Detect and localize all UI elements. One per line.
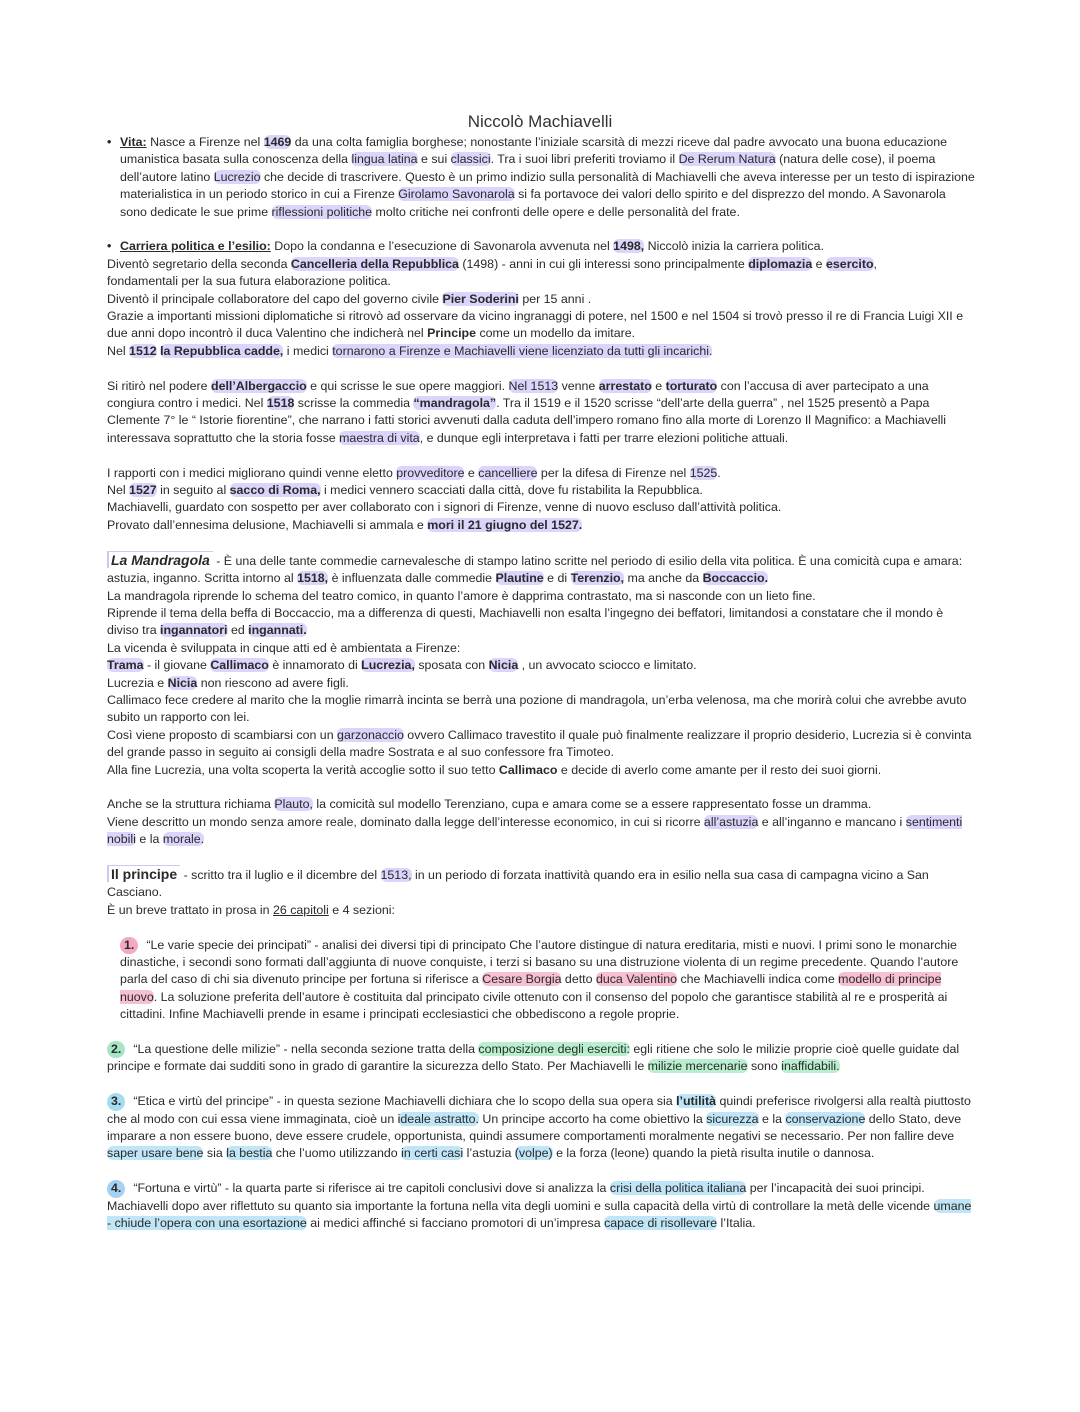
text-span: morale. xyxy=(162,832,205,847)
page-title: Niccolò Machiavelli xyxy=(467,112,613,131)
text-span: umane - chiude l’opera con una esortazione xyxy=(107,1198,972,1231)
text-span: 1518 xyxy=(266,396,295,411)
text-span: i medici vennero scacciati dalla città, dove fu ristabilita la Repubblica. xyxy=(320,483,703,498)
text-span: fondamentali per la sua futura elaborazione politica. xyxy=(107,274,391,289)
text-span: dello Stato, deve imparare a non essere buono, deve essere crudele, opportunista, quindi assumere comportamenti moralmente negativi se necessario. Per non fallire deve xyxy=(107,1111,962,1144)
text-span: classici xyxy=(450,152,491,167)
text-span: Callimaco fece credere al marito che la moglie rimarrà incinta se berrà una pozione di mandragola, un’erba velenosa, ma che morirà colui che avrebbe avuto subito un rapporto con lei. xyxy=(107,692,967,725)
text-span: lingua latina xyxy=(351,152,418,167)
text-span: Trama xyxy=(107,658,144,673)
paragraph-gap xyxy=(107,221,975,238)
text-span: è influenzata dalle commedie xyxy=(328,571,496,586)
text-span: Machiavelli, guardato con sospetto per aver collaborato con i signori di Firenze, venne di nuovo escluso dall’attività politica. xyxy=(107,500,782,515)
text-span: e xyxy=(812,256,827,271)
section-heading: Il principe xyxy=(107,865,180,882)
text-span: - scritto tra il luglio e il dicembre del xyxy=(180,867,381,882)
paragraph xyxy=(107,273,975,290)
text-span: e xyxy=(464,465,479,480)
text-span: Dopo la condanna e l’esecuzione di Savonarola avvenuta nel xyxy=(270,239,614,254)
text-span: e qui scrisse le sue opere maggiori. xyxy=(306,378,509,393)
text-span: l’astuzia xyxy=(463,1146,515,1161)
text-span: ingannatori xyxy=(160,623,228,638)
text-span: cancelliere xyxy=(478,465,538,480)
text-span: crisi della politica italiana xyxy=(609,1181,747,1196)
text-span: molto critiche nei confronti delle opere e delle personalità del frate. xyxy=(372,204,740,219)
text-span: Cesare Borgia xyxy=(482,972,562,987)
text-span: Niccolò inizia la carriera politica. xyxy=(644,239,824,254)
text-span: È un breve trattato in prosa in xyxy=(107,902,273,917)
text-span: (volpe) xyxy=(514,1146,553,1161)
text-span: capace di risollevare xyxy=(604,1216,718,1231)
text-span: . Tra il 1519 e il 1520 scrisse “dell’arte della guerra” , nel 1525 presentò a Papa Clemente 7° le “ Istorie fiorentine”, che narrano i fatti storici avvenuti dalla caduta dell’impero romano fino alla morte di xyxy=(107,396,930,428)
text-span: ai medici affinché si facciano promotori di un’impresa xyxy=(306,1216,605,1231)
paragraph xyxy=(107,796,975,813)
paragraph xyxy=(107,902,975,919)
text-span: Callimaco xyxy=(210,658,269,673)
text-span: ma anche da xyxy=(624,571,703,586)
text-span: ovvero Callimaco travestito il quale può finalmente realizzare il proprio desiderio, Lucrezia si è convinta del grande passo in seguito ai consigli della madre Sostrata e al suo confessore fra Timoteo. xyxy=(107,727,972,760)
paragraph-gap xyxy=(107,779,975,796)
text-span: Girolamo Savonarola xyxy=(398,187,515,202)
text-span: è innamorato di xyxy=(268,658,362,673)
paragraph xyxy=(107,762,975,779)
text-span: milizie mercenarie xyxy=(647,1059,748,1074)
paragraph xyxy=(107,1180,975,1232)
section-heading: La Mandragola xyxy=(107,551,213,568)
text-span: . xyxy=(717,465,721,480)
paragraph xyxy=(107,727,975,762)
paragraph-gap xyxy=(107,919,975,936)
text-span: modello di principe nuovo xyxy=(120,972,942,1004)
text-span: Nel xyxy=(107,343,130,358)
text-span: mori il 21 giugno del 1527. xyxy=(427,517,583,532)
text-span: - il giovane xyxy=(143,658,211,673)
text-span: 1512 xyxy=(129,343,157,358)
text-span: conservazione xyxy=(785,1111,866,1126)
text-span: 1518, xyxy=(297,571,329,586)
text-span: Grazie a importanti missioni diplomatiche si ritrovò ad osservare da vicino ingranaggi di potere, nel 1500 e nel 1504 si trovò presso il re di Francia Luigi XII e due anni dopo incontrò il duca Valentino che indicherà nel xyxy=(107,309,964,341)
text-span: Terenzio, xyxy=(570,571,625,586)
text-span: Diventò segretario della seconda xyxy=(107,256,291,271)
text-span: Cancelleria della Repubblica xyxy=(290,256,459,271)
text-span: 1513, xyxy=(380,867,412,882)
text-span: Boccaccio. xyxy=(702,571,769,586)
text-span: 26 capitoli xyxy=(273,902,329,917)
text-span: 1527 xyxy=(129,483,157,498)
paragraph xyxy=(107,605,975,640)
text-span: sia xyxy=(203,1146,227,1161)
text-span: per l’incapacità dei suoi principi. Machiavelli dopo aver riflettuto su quanto sia importante la fortuna nella vita degli uomini e sulla capacità della virtù di controllare la metà delle vicende xyxy=(107,1181,934,1213)
text-span: Vita: xyxy=(120,135,147,149)
text-span: Lucrezio xyxy=(213,169,261,184)
paragraph-gap xyxy=(107,447,975,464)
text-span: Pier Soderini xyxy=(442,291,519,306)
text-span: ed xyxy=(227,623,249,638)
text-span: La vicenda è sviluppata in cinque atti ed è ambientata a Firenze: xyxy=(107,640,461,655)
document-body xyxy=(107,134,975,1232)
text-span: saper usare bene xyxy=(107,1146,204,1161)
text-span: e xyxy=(651,378,666,393)
paragraph xyxy=(107,866,975,902)
text-span: esercito xyxy=(826,256,874,271)
paragraph xyxy=(107,291,975,308)
text-span: Plautine xyxy=(495,571,544,586)
text-span: per 15 anni . xyxy=(518,291,592,306)
text-span: “mandragola” xyxy=(413,396,497,411)
text-span: “Le varie specie dei principati” - analisi dei diversi tipi di principato Che l’autore distingue di natura ereditaria, misti e nuovi. I primi sono le monarchie dinastiche, i secondi sono formati dall’aggiunta di nuove conquiste, i terzi si basano su una distruzione violenta di un regime precedente. Quando l’autore parla del caso di chi sia divenuto principe per fortuna si riferisce a xyxy=(120,937,959,987)
text-span: 1498, xyxy=(613,239,645,254)
text-span: egli ritiene che solo le milizie proprie cioè quelle guidate dal principe e formate dai sudditi sono in grado di garantire la sicurezza dello Stato. Per Machiavelli le xyxy=(107,1042,960,1074)
text-span: e sui xyxy=(417,152,451,167)
text-span: tornarono a Firenze e Machiavelli viene licenziato da tutti gli incarichi. xyxy=(332,343,713,358)
paragraph xyxy=(107,482,975,499)
text-span: che l’uomo utilizzando xyxy=(272,1146,402,1161)
text-span: in un periodo di forzata inattività quando era in esilio nella sua casa di campagna vicino a San Casciano. xyxy=(107,867,929,900)
text-span: duca Valentino xyxy=(595,972,677,987)
text-span: la bestia xyxy=(226,1146,273,1161)
paragraph xyxy=(107,517,975,534)
text-span: Lucrezia e xyxy=(107,675,168,690)
text-span: (natura delle cose), il poema dell’autore latino xyxy=(120,152,936,184)
text-span: (1498) - anni in cui gli interessi sono principalmente xyxy=(458,256,749,271)
paragraph-gap xyxy=(107,534,975,551)
text-span: si fa portavoce dei valori dello spirito e del disprezzo del mondo. A Savonarola sono dedicate le sue prime xyxy=(120,187,946,219)
text-span: quindi preferisce rivolgersi alla realtà piuttosto che al modo con cui essa viene immaginata, cioè un xyxy=(107,1094,971,1126)
text-span: Callimaco xyxy=(498,762,558,777)
text-span: Anche se la struttura richiama xyxy=(107,797,275,812)
text-span: De Rerum Natura xyxy=(678,152,776,167)
paragraph xyxy=(107,552,975,588)
text-span: per la difesa di Firenze nel xyxy=(537,465,690,480)
paragraph xyxy=(107,134,975,221)
text-span: : a Machiavelli interessava soprattutto che la storia fosse xyxy=(107,413,946,445)
list-number: 4. xyxy=(107,1180,125,1197)
text-span: e decide di averlo come amante per il resto dei suoi giorni. xyxy=(557,762,882,777)
text-span: la comicità sul modello Terenziano, cupa e amara come se a essere rappresentato fosse un dramma. xyxy=(312,797,872,812)
text-span: detto xyxy=(561,972,596,987)
text-span: l’utilità xyxy=(676,1094,717,1109)
text-span: e all’inganno e mancano i xyxy=(758,814,906,829)
text-span: arrestato xyxy=(598,378,652,393)
text-span: che Machiavelli indica come xyxy=(677,972,839,987)
text-span: Alla fine Lucrezia, una volta scoperta la verità accoglie sotto il suo tetto xyxy=(107,762,499,777)
paragraph-gap xyxy=(107,1163,975,1180)
text-span: , un avvocato sciocco e limitato. xyxy=(518,658,697,673)
text-span: ideale astratto. xyxy=(397,1111,479,1126)
text-span: Viene descritto un mondo senza amore reale, dominato dalla legge dell’interesse economico, in cui si ricorre xyxy=(107,814,704,829)
text-span: da una colta famiglia borghese; nonostante l’iniziale scarsità di mezzi riceve dal padre avvocato una buona educazione umanistica basata sulla conoscenza della xyxy=(120,135,948,167)
text-span: l’Italia. xyxy=(717,1216,756,1231)
text-span: non riescono ad avere figli. xyxy=(197,675,349,690)
text-span: i medici xyxy=(283,343,333,358)
paragraph xyxy=(107,256,975,273)
paragraph xyxy=(107,588,975,605)
text-span: Nicia xyxy=(488,658,519,673)
text-span: in seguito al xyxy=(156,483,230,498)
text-span: e di xyxy=(543,571,571,586)
text-span: e la xyxy=(135,832,163,847)
list-number: 2. xyxy=(107,1041,125,1058)
text-span: inaffidabili. xyxy=(781,1059,840,1074)
paragraph xyxy=(107,343,975,360)
paragraph xyxy=(107,1041,975,1076)
text-span: e la xyxy=(758,1111,786,1126)
text-span: come un modello da imitare. xyxy=(476,326,636,341)
text-span: composizione degli eserciti: xyxy=(478,1042,630,1056)
text-span: Nasce a Firenze nel xyxy=(146,135,264,149)
text-span: Lorenzo Il Magnifico xyxy=(756,413,868,428)
text-span: ingannati. xyxy=(248,623,307,638)
paragraph xyxy=(107,814,975,849)
paragraph xyxy=(107,308,975,343)
text-span: la Repubblica cadde, xyxy=(160,343,284,358)
text-span: con l’accusa di aver partecipato a una congiura contro i medici. Nel xyxy=(107,378,929,411)
text-span: La mandragola riprende lo schema del teatro comico, in quanto l’amore è dapprima contrastato, ma si nasconde con un lieto fine. xyxy=(107,588,816,603)
text-span: Nicia xyxy=(167,675,198,690)
text-span: Diventò il principale collaboratore del capo del governo civile xyxy=(107,291,443,306)
text-span: 1525 xyxy=(689,465,718,480)
text-span: che decide di trascrivere. Questo è un primo indizio sulla personalità di Machiavelli che aveva interesse per un testo di ispirazione materialistica in un periodo storico in cui a Firenze xyxy=(120,169,975,202)
text-span: e 4 sezioni: xyxy=(328,902,395,917)
text-span: , xyxy=(873,256,877,271)
text-span: scrisse la commedia xyxy=(294,396,414,411)
text-span: maestra di vita xyxy=(339,430,420,445)
text-span: “Etica e virtù del principe” - in questa sezione Machiavelli dichiara che lo scopo della sua opera sia xyxy=(133,1094,677,1109)
text-span: Lucrezia, xyxy=(361,658,415,673)
text-span: provveditore xyxy=(396,465,465,480)
text-span: venne xyxy=(558,378,599,393)
text-span: , e dunque egli interpretava i fatti per trarre elezioni politiche attuali. xyxy=(419,430,789,445)
paragraph xyxy=(107,675,975,692)
text-span: garzonaccio xyxy=(337,727,404,742)
list-number: 1. xyxy=(120,937,138,954)
text-span: sicurezza xyxy=(706,1111,759,1126)
text-span: diplomazia xyxy=(748,256,813,271)
text-span: Carriera politica e l’esilio: xyxy=(120,239,271,254)
paragraph xyxy=(107,465,975,482)
text-span: riflessioni politiche xyxy=(271,204,373,219)
paragraph xyxy=(107,1093,975,1163)
text-span: dell’Albergaccio xyxy=(211,378,307,393)
paragraph xyxy=(107,640,975,657)
paragraph xyxy=(107,499,975,516)
text-span: torturato xyxy=(665,378,718,393)
text-span: Riprende il tema della beffa di Boccaccio, ma a differenza di questi, Machiavelli non esalta l’ingegno dei beffatori, limitandosi a constatare che il mondo è diviso tra xyxy=(107,605,944,638)
text-span: 1469 xyxy=(263,135,292,149)
text-span: Plauto, xyxy=(274,797,313,812)
text-span: Nel 1513 xyxy=(508,378,559,393)
paragraph xyxy=(107,692,975,727)
text-span: - È una delle tante commedie carnevalesche di stampo latino scritte nel periodo di esilio della vita politica. È una comicità cupa e amara: astuzia, inganno. Scritta intorno al xyxy=(107,553,963,586)
paragraph xyxy=(107,378,975,448)
paragraph xyxy=(107,657,975,674)
text-span: “La questione delle milizie” - nella seconda sezione tratta della xyxy=(133,1042,479,1056)
paragraph-gap xyxy=(107,1024,975,1041)
paragraph-gap xyxy=(107,849,975,866)
text-span: Provato dall’ennesima delusione, Machiavelli si ammala e xyxy=(107,517,428,532)
text-span: I rapporti con i medici migliorano quindi venne eletto xyxy=(107,465,397,480)
list-number: 3. xyxy=(107,1093,125,1110)
text-span: Principe xyxy=(427,326,476,341)
text-span: sposata con xyxy=(414,658,489,673)
text-span: . La soluzione preferita dell’autore è costituita dal principato civile ottenuto con il consenso del popolo che garantisce stabilità al re e prosperità ai cittadini. Infine Machiavelli prende in esame i principati ecclesiastici che obbediscono a regole proprie. xyxy=(120,989,948,1022)
text-span: sacco di Roma, xyxy=(229,483,321,498)
text-span: “Fortuna e virtù” - la quarta parte si riferisce ai tre capitoli conclusivi dove si analizza la xyxy=(133,1181,610,1196)
text-span: . Tra i suoi libri preferiti troviamo il xyxy=(490,152,679,167)
text-span: Un principe accorto ha come obiettivo la xyxy=(478,1111,707,1126)
paragraph-gap xyxy=(107,360,975,377)
text-span: Così viene proposto di scambiarsi con un xyxy=(107,727,338,742)
paragraph-gap xyxy=(107,1076,975,1093)
text-span: Nel xyxy=(107,483,130,498)
text-span: in certi casi xyxy=(401,1146,464,1161)
text-span: Si ritirò nel podere xyxy=(107,378,211,393)
text-span: sentimenti nobili xyxy=(107,814,963,847)
paragraph xyxy=(107,937,975,1024)
paragraph xyxy=(107,238,975,255)
text-span: sono xyxy=(747,1059,782,1074)
text-span: all’astuzia xyxy=(703,814,759,829)
text-span: e la forza (leone) quando la pietà risulta inutile o dannosa. xyxy=(552,1146,875,1161)
